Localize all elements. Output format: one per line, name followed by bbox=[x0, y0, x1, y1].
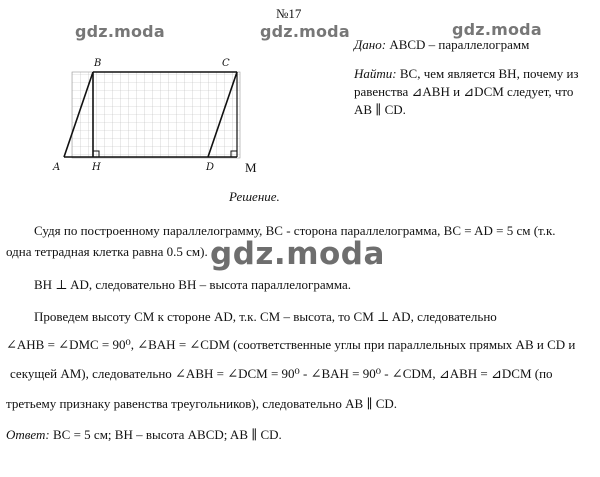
find-line-2: равенства ⊿ABH и ⊿DCM следует, что bbox=[354, 84, 574, 99]
watermark-large: gdz.moda bbox=[210, 236, 385, 272]
point-label-m: M bbox=[245, 160, 257, 175]
given-label: Дано: bbox=[354, 37, 387, 52]
point-label-h: H bbox=[92, 162, 101, 173]
find-line-1 bbox=[354, 66, 579, 82]
find-text-1: BC, чем является BH, почему из bbox=[396, 66, 579, 81]
answer-text: BC = 5 см; BH – высота ABCD; AB ∥ CD. bbox=[49, 427, 282, 442]
solution-p2: BH ⊥ AD, следовательно BH – высота параллелограмма. bbox=[34, 277, 352, 292]
solution-p1-line2: одна тетрадная клетка равна 0.5 см). bbox=[6, 244, 208, 259]
solution-heading: Решение. bbox=[229, 189, 280, 204]
grid-background bbox=[72, 72, 240, 158]
point-label-a: A bbox=[53, 162, 61, 173]
given-line bbox=[354, 37, 529, 53]
find-line-3: AB ∥ CD. bbox=[354, 102, 406, 117]
given-text: ABCD – параллелограмм bbox=[386, 37, 530, 52]
solution-p1-line1: Судя по построенному параллелограмму, BC - сторона параллелограмма, BC = AD = 5 см (т.к. bbox=[34, 223, 556, 238]
point-label-c: C bbox=[222, 58, 230, 69]
watermark-right: gdz.moda bbox=[452, 20, 542, 39]
solution-p3-line4: третьему признаку равенства треугольников), следовательно AB ∥ CD. bbox=[6, 396, 398, 411]
watermark-center: gdz.moda bbox=[260, 22, 350, 41]
find-label: Найти: bbox=[354, 66, 397, 81]
solution-p3-line1: Проведем высоту CM к стороне AD, т.к. CM – высота, то CM ⊥ AD, следовательно bbox=[34, 309, 497, 324]
point-label-d: D bbox=[206, 162, 215, 173]
point-label-b: B bbox=[94, 58, 102, 69]
solution-p3-line3: секущей AM), следовательно ∠ABH = ∠DCM = 90⁰ - ∠BAH = 90⁰ - ∠CDM, ⊿ABH = ⊿DCM (по bbox=[10, 366, 553, 381]
answer-line bbox=[6, 427, 282, 443]
task-number: №17 bbox=[276, 6, 302, 21]
parallelogram-figure bbox=[40, 58, 250, 178]
watermark-left: gdz.moda bbox=[75, 22, 165, 41]
answer-label: Ответ: bbox=[6, 427, 50, 442]
solution-p3-line2: ∠AHB = ∠DMC = 90⁰, ∠BAH = ∠CDM (соответственные углы при параллельных прямых AB и CD и bbox=[6, 337, 576, 352]
